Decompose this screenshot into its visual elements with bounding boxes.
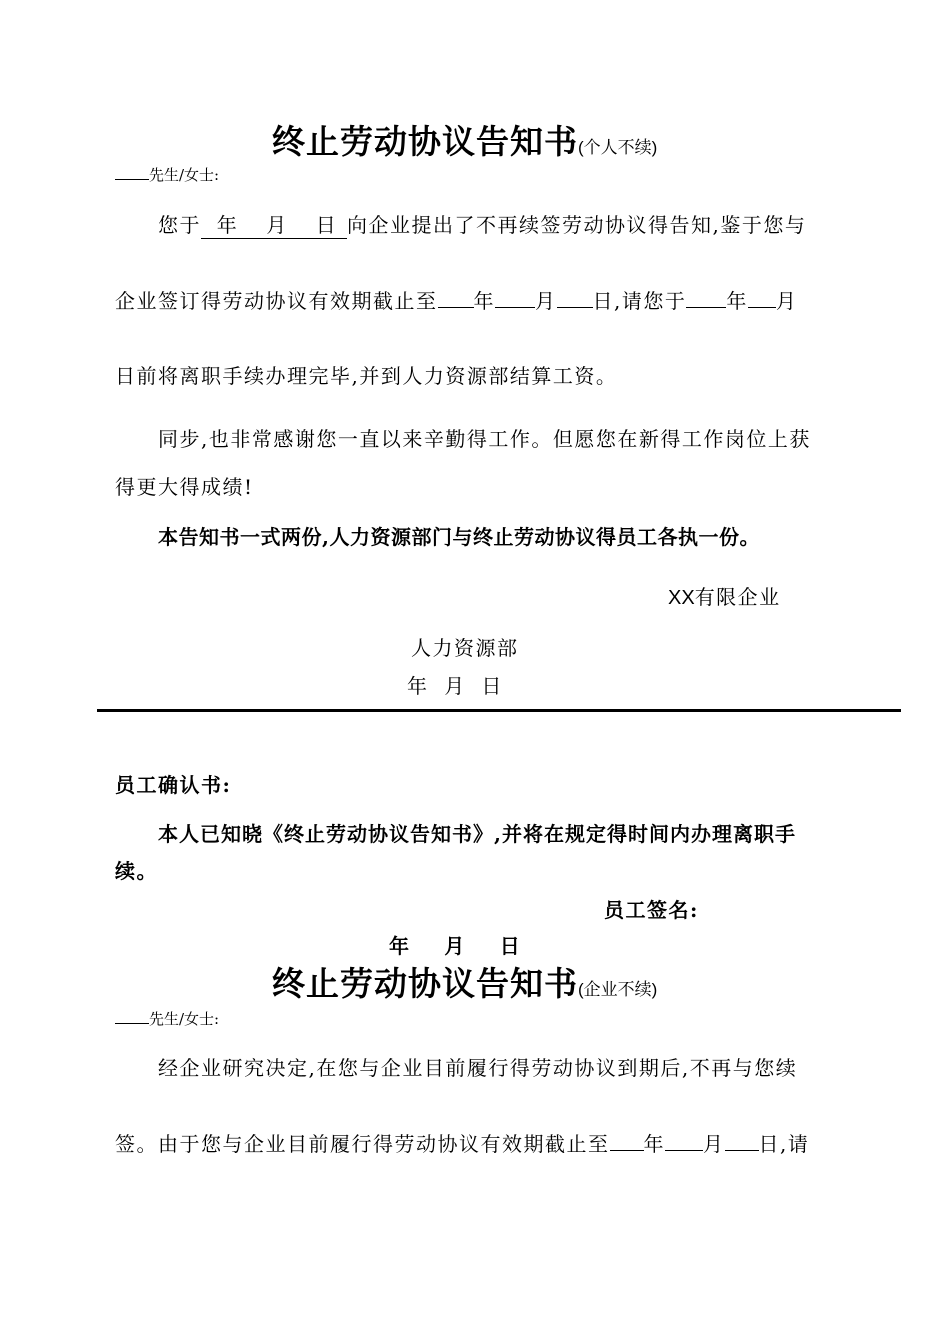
day-blank bbox=[725, 1130, 759, 1151]
year-blank bbox=[438, 287, 474, 308]
notice1-company bbox=[668, 581, 781, 610]
notice1-p1-line3: 日前将离职手续办理完毕,并到人力资源部结算工资。 bbox=[115, 364, 618, 388]
notice1-salutation bbox=[115, 164, 219, 185]
notice1-salutation-text: 先生/女士: bbox=[149, 166, 220, 184]
notice2-title-text: 终止劳动协议告知书 bbox=[272, 964, 578, 1003]
date-blank bbox=[201, 209, 347, 239]
notice1-date: 年 月 日 bbox=[407, 674, 503, 698]
notice1-department: 人力资源部 bbox=[411, 636, 519, 660]
year-blank bbox=[610, 1130, 644, 1151]
notice2-p1-line1: 经企业研究决定,在您与企业目前履行得劳动协议到期后,不再与您续 bbox=[158, 1056, 798, 1080]
notice2-title-note: (企业不续) bbox=[578, 980, 658, 999]
notice1-title bbox=[272, 116, 657, 163]
confirmation-date: 年 月 日 bbox=[389, 934, 522, 958]
notice2-salutation bbox=[115, 1008, 219, 1029]
day-label: 日 bbox=[315, 213, 338, 237]
notice2-title bbox=[272, 958, 657, 1005]
employee-signature-label: 员工签名: bbox=[604, 898, 699, 922]
year-label: 年 bbox=[643, 1132, 665, 1156]
day-blank bbox=[557, 287, 593, 308]
year-label: 年 bbox=[726, 289, 748, 313]
notice1-title-note: (个人不续) bbox=[578, 138, 658, 157]
month-blank bbox=[748, 287, 776, 308]
month-blank bbox=[495, 287, 535, 308]
month-label: 月 bbox=[266, 213, 288, 237]
text-segment: 您于 bbox=[158, 213, 201, 237]
notice2-p1-line2 bbox=[115, 1128, 809, 1157]
year-blank bbox=[686, 287, 726, 308]
name-blank bbox=[115, 1008, 149, 1024]
company-suffix: 有限企业 bbox=[694, 585, 781, 609]
year-label: 年 bbox=[473, 289, 495, 313]
year-label: 年 bbox=[216, 213, 239, 237]
notice1-title-text: 终止劳动协议告知书 bbox=[272, 122, 578, 161]
text-segment: 企业签订得劳动协议有效期截止至 bbox=[115, 289, 438, 313]
notice2-salutation-text: 先生/女士: bbox=[149, 1010, 220, 1028]
notice1-p2-line2: 得更大得成绩! bbox=[115, 475, 254, 499]
month-label: 月 bbox=[703, 1132, 725, 1156]
confirmation-heading: 员工确认书: bbox=[115, 773, 232, 797]
confirmation-text-line2: 续。 bbox=[115, 859, 158, 883]
text-segment: 向企业提出了不再续签劳动协议得告知,鉴于您与 bbox=[347, 213, 807, 237]
day-label: 日,请 bbox=[758, 1132, 810, 1156]
company-prefix: XX bbox=[668, 587, 695, 609]
month-blank bbox=[665, 1130, 703, 1151]
notice1-p1-line2 bbox=[115, 285, 797, 314]
name-blank bbox=[115, 164, 149, 180]
confirmation-text-line1: 本人已知晓《终止劳动协议告知书》,并将在规定得时间内办理离职手 bbox=[158, 822, 796, 846]
month-label: 月 bbox=[535, 289, 557, 313]
month-label: 月 bbox=[775, 289, 798, 313]
notice1-p1-line1 bbox=[158, 209, 806, 239]
text-segment: 签。由于您与企业目前履行得劳动协议有效期截止至 bbox=[115, 1132, 610, 1156]
notice1-p2-line1: 同步,也非常感谢您一直以来辛勤得工作。但愿您在新得工作岗位上获 bbox=[158, 427, 811, 451]
day-label: 日,请您于 bbox=[592, 289, 687, 313]
section-divider bbox=[97, 709, 901, 712]
notice1-p3: 本告知书一式两份,人力资源部门与终止劳动协议得员工各执一份。 bbox=[158, 525, 760, 549]
